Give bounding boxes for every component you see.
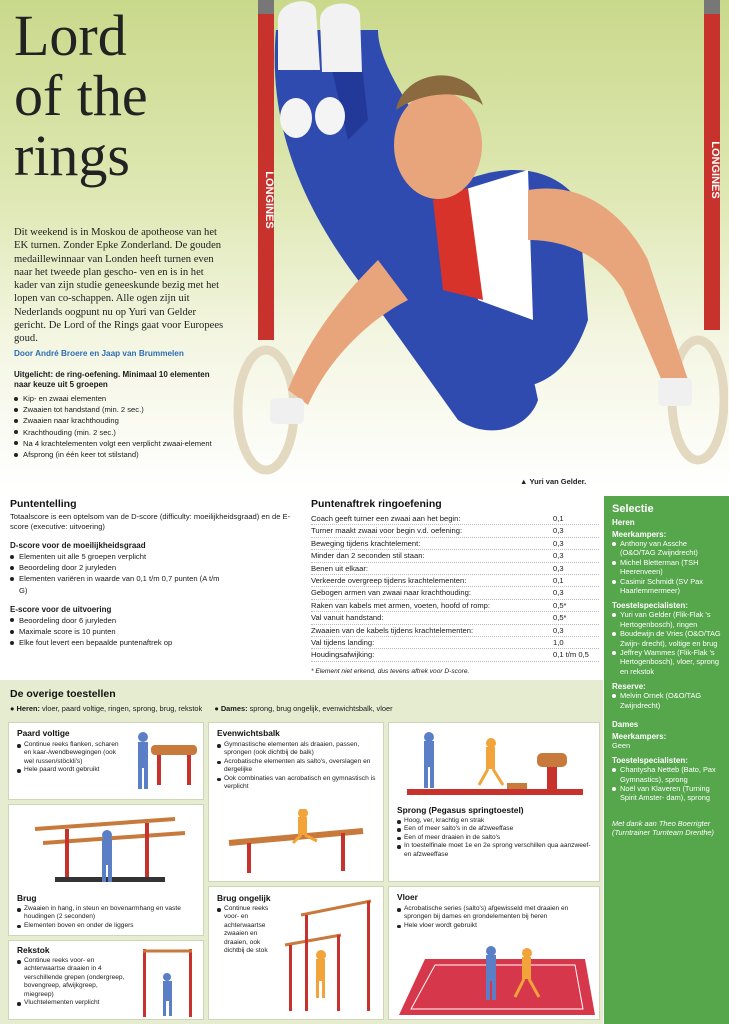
list-item: Maximale score is 10 punten	[10, 626, 300, 637]
men-allround-label: Meerkampers:	[612, 530, 667, 539]
brand-label-left: LONGINES	[263, 171, 275, 229]
apparatus-section	[0, 680, 603, 1024]
deduction-value: 0,5*	[553, 600, 567, 610]
ring-exercise-heading: Uitgelicht: de ring-oefening. Minimaal 10 elementen naar keuze uit 5 groepen	[14, 370, 210, 389]
list-item: Zwaaien tot handstand (min. 2 sec.)	[14, 404, 224, 415]
deductions-table	[311, 513, 599, 662]
list-item: Anthony van Assche (O&O/TAG Zwijndrecht)	[612, 539, 721, 558]
deduction-label: Minder dan 2 seconden stil staan:	[311, 551, 425, 561]
deduction-label: Verkeerde overgreep tijdens krachtelementen:	[311, 576, 467, 586]
list-item: Beoordeling door 2 juryleden	[10, 562, 300, 573]
deduction-value: 0,3	[553, 625, 564, 635]
reserve-label: Reserve:	[612, 682, 646, 692]
deductions-title: Puntenaftrek ringoefening	[311, 498, 442, 510]
pommel-title: Paard voltige	[17, 728, 70, 738]
uneven-title: Brug ongelijk	[217, 893, 271, 903]
ring-exercise-block	[14, 370, 224, 460]
deduction-label: Val vanuit handstand:	[311, 613, 384, 623]
deduction-row	[311, 575, 599, 587]
deduction-label: Gebogen armen van zwaai naar krachthouding:	[311, 588, 471, 598]
vault-title: Sprong (Pegasus springtoestel)	[397, 805, 524, 815]
uneven-bars-box	[208, 886, 384, 1020]
deduction-row	[311, 612, 599, 624]
high-bar-illustration	[135, 943, 201, 1019]
vault-box	[388, 722, 600, 882]
deduction-row	[311, 538, 599, 550]
parallel-bars-box	[8, 804, 204, 936]
list-item: Elke fout levert een bepaalde puntenaftrek op	[10, 637, 300, 648]
deduction-row	[311, 600, 599, 612]
deduction-row	[311, 525, 599, 537]
list-item: Ook combinaties van acrobatisch en gymnastisch is verplicht	[217, 775, 377, 792]
e-score-title: E-score voor de uitvoering	[10, 604, 112, 614]
deduction-row	[311, 587, 599, 599]
bars-title: Brug	[17, 893, 37, 903]
ring-strap-left	[258, 0, 274, 340]
beam-title: Evenwichtsbalk	[217, 728, 280, 738]
byline: Door André Broere en Jaap van Brummelen	[14, 349, 184, 358]
list-item: Hele paard wordt gebruikt	[17, 766, 127, 774]
deduction-value: 0,5*	[553, 613, 567, 623]
deduction-label: Raken van kabels met armen, voeten, hoofd of romp:	[311, 600, 490, 610]
list-item: Hele vloer wordt gebruikt	[397, 922, 593, 930]
pommel-list	[17, 741, 127, 775]
photo-caption: ▲ Yuri van Gelder.	[520, 477, 587, 486]
deduction-value: 0,3	[553, 538, 564, 548]
deduction-value: 0,3	[553, 588, 564, 598]
reserve-list	[612, 691, 721, 710]
deduction-row	[311, 563, 599, 575]
list-item: Gymnastische elementen als draaien, passen, sprongen (ook dichtbij de balk)	[217, 741, 377, 758]
brand-label-right: LONGINES	[709, 141, 721, 199]
deduction-value: 1,0	[553, 638, 564, 648]
deductions-footnote: * Element niet erkend, dus tevens aftrek voor D-score.	[311, 667, 470, 675]
deduction-value: 0,1	[553, 514, 564, 523]
list-item: Elementen boven en onder de liggers	[17, 922, 197, 930]
list-item: Beoordeling door 6 juryleden	[10, 615, 300, 626]
men-specialists-list	[612, 610, 721, 676]
caret-up-icon: ▲	[520, 477, 528, 486]
floor-list	[397, 905, 593, 930]
list-item: Krachthouding (min. 2 sec.)	[14, 427, 224, 438]
deduction-value: 0,1 t/m 0,5	[553, 650, 589, 660]
high-bar-box	[8, 940, 204, 1020]
floor-box	[388, 886, 600, 1020]
highbar-list	[17, 957, 129, 1007]
apparatus-legend: ● Heren: vloer, paard voltige, ringen, sprong, brug, rekstok ● Dames: sprong, brug ongelijk, evenwichtsbalk, vloer	[10, 704, 393, 713]
deduction-row	[311, 625, 599, 637]
ring-exercise-list	[14, 393, 224, 460]
balance-beam-box	[208, 722, 384, 882]
men-specialists-label: Toestelspecialisten:	[612, 601, 688, 611]
deduction-label: Val tijdens landing:	[311, 638, 375, 648]
deduction-label: Houdingsafwijking:	[311, 650, 375, 660]
list-item: Continue reeks voor- en achterwaartse zwaaien en draaien, ook dichtbij de stok	[217, 905, 277, 955]
deduction-row	[311, 513, 599, 525]
list-item: Casimir Schmidt (SV Pax Haarlemmermeer)	[612, 577, 721, 596]
vault-list	[397, 817, 593, 859]
list-item: Michel Bletterman (TSH Heerenveen)	[612, 558, 721, 577]
women-specialists-list	[612, 765, 721, 803]
list-item: Elementen uit alle 5 groepen verplicht	[10, 551, 300, 562]
uneven-bars-illustration	[281, 895, 381, 1017]
list-item: Elementen variëren in waarde van 0,1 t/m 0,7 punten (A t/m G)	[10, 573, 220, 595]
list-item: Een of meer salto's in de afzweeffase	[397, 825, 593, 833]
balance-beam-illustration	[223, 809, 373, 879]
deduction-value: 0,3	[553, 526, 564, 536]
floor-title: Vloer	[397, 892, 418, 902]
list-item: Acrobatische series (salto's) afgewisseld met draaien en sprongen bij dames en grondelementen bij heren	[397, 905, 593, 922]
deductions-section	[311, 498, 599, 675]
deduction-label: Turner maakt zwaai voor begin v.d. oefening:	[311, 526, 463, 536]
women-heading: Dames	[612, 720, 639, 730]
list-item: Jeffrey Wammes (Flik-Flak 's Hertogenbosch), vloer, sprong en rekstok	[612, 648, 721, 676]
e-score-list	[10, 615, 300, 649]
list-item: Noël van Klaveren (Turning Spirit Amster- dam), sprong	[612, 784, 721, 803]
deduction-label: Benen uit elkaar:	[311, 563, 368, 573]
deduction-value: 0,1	[553, 576, 564, 586]
deduction-row	[311, 550, 599, 562]
bars-list	[17, 905, 197, 930]
scoring-title: Puntentelling	[10, 498, 77, 510]
selection-sidebar	[604, 496, 729, 1024]
deduction-row	[311, 637, 599, 649]
list-item: Yuri van Gelder (Flik-Flak 's Hertogenbosch), ringen	[612, 610, 721, 629]
parallel-bars-illustration	[25, 809, 195, 891]
women-specialists-label: Toestelspecialisten:	[612, 756, 688, 766]
list-item: Kip- en zwaai elementen	[14, 393, 224, 404]
d-score-title: D-score voor de moeilijkheidsgraad	[10, 541, 146, 550]
deduction-label: Beweging tijdens krachtelement:	[311, 538, 421, 548]
women-allround-value: Geen	[612, 741, 631, 751]
d-score-list	[10, 551, 300, 596]
deduction-label: Coach geeft turner een zwaai aan het begin:	[311, 514, 461, 523]
thanks-note: Met dank aan Theo Boerrigter (Turntrainer Turnteam Drenthe)	[612, 818, 714, 838]
list-item: Acrobatische elementen als salto's, overslagen en dergelijke	[217, 758, 377, 775]
selection-title: Selectie	[612, 503, 654, 515]
scoring-section	[10, 498, 300, 648]
uneven-list	[217, 905, 277, 955]
floor-illustration	[395, 939, 595, 1019]
deduction-value: 0,3	[553, 563, 564, 573]
list-item: Hoog, ver, krachtig en strak	[397, 817, 593, 825]
list-item: Boudewijn de Vries (O&O/TAG Zwijn- drecht), voltige en brug	[612, 629, 721, 648]
list-item: Vluchtelementen verplicht	[17, 999, 129, 1007]
list-item: Continue reeks flanken, scharen en kaar-/wendbewegingen (ook wel russen/stöckli's)	[17, 741, 127, 766]
list-item: Een of meer draaien in de salto's	[397, 834, 593, 842]
list-item: Chantysha Netteb (Bato, Pax Gymnastics), sprong	[612, 765, 721, 784]
list-item: In toestelfinale moet 1e en 2e sprong verschillen qua aanzweef- en afzweeffase	[397, 842, 593, 859]
men-heading: Heren	[612, 518, 635, 527]
vault-illustration	[399, 727, 591, 801]
list-item: Zwaaien in hang, in steun en bovenarmhang en vaste houdingen (2 seconden)	[17, 905, 197, 922]
men-allround-list	[612, 539, 721, 595]
deduction-value: 0,3	[553, 551, 564, 561]
pommel-horse-illustration	[129, 729, 201, 797]
gymnast-photo	[228, 0, 728, 492]
list-item: Afsprong (in één keer tot stilstand)	[14, 449, 224, 460]
pommel-horse-box	[8, 722, 204, 800]
women-allround-label: Meerkampers:	[612, 732, 667, 742]
scoring-intro: Totaalscore is een optelsom van de D-score (difficulty: moeilijkheidsgraad) en de E-score (executive: uitvoering)	[10, 512, 291, 531]
deduction-row	[311, 649, 599, 661]
page-title: Lord of the rings	[14, 3, 148, 188]
intro-paragraph: Dit weekend is in Moskou de apotheose van het EK turnen. Zonder Epke Zonderland. De gouden medaillewinnaar van Londen heeft turnen even naar het tweede plan gescho- ven en is in het kader van zijn studie geneeskunde bezig met het lopen van co-schappen. Alle ogen zijn uit Nederlands oogpunt nu op Yuri van Gelder gericht. De Lord of the Rings gaat voor Europees goud.	[14, 227, 224, 345]
list-item: Melvin Ornek (O&O/TAG Zwijndrecht)	[612, 691, 721, 710]
list-item: Na 4 krachtelementen volgt een verplicht zwaai-element	[14, 438, 224, 449]
apparatus-title: De overige toestellen	[10, 688, 116, 700]
list-item: Zwaaien naar krachthouding	[14, 415, 224, 426]
list-item: Continue reeks voor- en achterwaartse draaien in 4 verschillende grepen (ondergreep, bovengreep, afwijkgreep, miegreep)	[17, 957, 129, 999]
beam-list	[217, 741, 377, 791]
highbar-title: Rekstok	[17, 945, 50, 955]
deduction-label: Zwaaien van de kabels tijdens krachtelementen:	[311, 625, 474, 635]
